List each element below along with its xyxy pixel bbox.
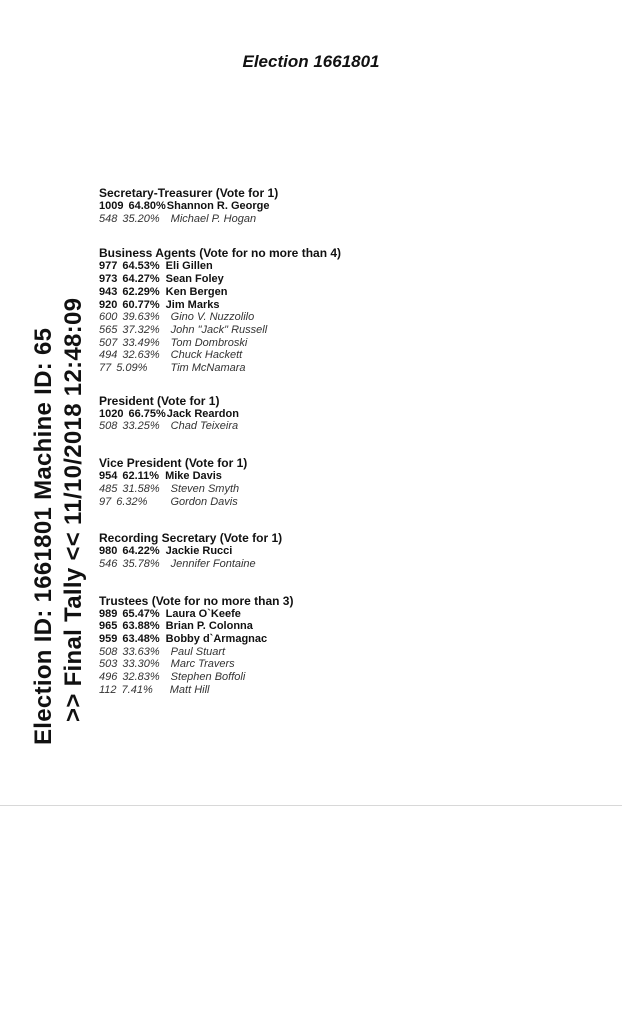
final-tally-timestamp: >> Final Tally << 11/10/2018 12:48:09 bbox=[60, 297, 87, 722]
vote-count: 77 bbox=[99, 362, 112, 375]
candidate-row bbox=[99, 408, 429, 421]
candidate-name: Michael P. Hogan bbox=[170, 212, 257, 225]
candidate-name: Jack Reardon bbox=[166, 407, 239, 420]
candidate-row bbox=[99, 273, 429, 286]
vote-count: 989 bbox=[99, 607, 118, 620]
results-list bbox=[99, 187, 429, 697]
candidate-name: Stephen Boffoli bbox=[170, 671, 246, 684]
vote-count: 97 bbox=[99, 495, 112, 508]
vote-percent: 64.22% bbox=[122, 545, 160, 558]
vote-count: 508 bbox=[99, 420, 118, 433]
candidate-name: Ken Bergen bbox=[165, 285, 228, 298]
vote-percent: 31.58% bbox=[122, 482, 160, 495]
candidate-name: Jackie Rucci bbox=[165, 545, 233, 558]
candidate-row bbox=[99, 299, 429, 312]
race-section bbox=[99, 532, 429, 570]
candidate-name: Tim McNamara bbox=[170, 362, 246, 375]
vote-percent: 64.80% bbox=[128, 200, 166, 212]
vote-count: 548 bbox=[99, 212, 118, 225]
race-title: Trustees (Vote for no more than 3) bbox=[99, 593, 294, 608]
vote-percent: 37.32% bbox=[122, 323, 160, 336]
candidate-row bbox=[99, 311, 429, 324]
vote-percent: 62.11% bbox=[122, 470, 160, 483]
vote-count: 600 bbox=[99, 311, 118, 324]
candidate-row bbox=[99, 545, 429, 558]
vote-count: 546 bbox=[99, 557, 118, 570]
vote-percent: 7.41% bbox=[121, 683, 153, 696]
candidate-name: Brian P. Colonna bbox=[165, 620, 253, 633]
candidate-row bbox=[99, 337, 429, 350]
candidate-row bbox=[99, 349, 429, 362]
candidate-name: Matt Hill bbox=[169, 683, 210, 696]
candidate-row bbox=[99, 496, 429, 509]
candidate-row bbox=[99, 420, 429, 433]
vote-percent: 32.63% bbox=[122, 349, 160, 362]
race-title: Vice President (Vote for 1) bbox=[99, 456, 248, 471]
vote-percent: 5.09% bbox=[116, 362, 148, 375]
candidate-row bbox=[99, 684, 429, 697]
candidate-name: Eli Gillen bbox=[165, 260, 213, 273]
candidate-row bbox=[99, 362, 429, 375]
candidate-row bbox=[99, 470, 429, 483]
candidate-name: Chad Teixeira bbox=[170, 420, 239, 433]
race-title: Secretary-Treasurer (Vote for 1) bbox=[99, 186, 279, 200]
candidate-name: Gino V. Nuzzolilo bbox=[170, 311, 255, 324]
vote-percent: 63.48% bbox=[122, 633, 160, 646]
candidate-name: Sean Foley bbox=[165, 273, 224, 286]
vote-count: 507 bbox=[99, 336, 118, 349]
vote-percent: 63.88% bbox=[122, 620, 160, 633]
candidate-row bbox=[99, 324, 429, 337]
candidate-row bbox=[99, 213, 429, 226]
vote-count: 954 bbox=[99, 470, 118, 483]
candidate-row bbox=[99, 633, 429, 646]
candidate-row bbox=[99, 671, 429, 684]
candidate-name: Laura O`Keefe bbox=[165, 607, 241, 620]
candidate-name: Chuck Hackett bbox=[170, 349, 243, 362]
candidate-name: Jennifer Fontaine bbox=[170, 557, 256, 570]
vote-count: 112 bbox=[99, 683, 117, 696]
vote-percent: 33.25% bbox=[122, 420, 160, 433]
vote-count: 494 bbox=[99, 349, 118, 362]
candidate-name: John "Jack" Russell bbox=[170, 323, 268, 336]
candidate-row bbox=[99, 558, 429, 571]
vote-count: 959 bbox=[99, 633, 118, 646]
candidate-name: Tom Dombroski bbox=[170, 336, 248, 349]
candidate-row bbox=[99, 483, 429, 496]
vote-percent: 33.30% bbox=[122, 658, 160, 671]
vote-percent: 66.75% bbox=[128, 407, 166, 420]
vote-count: 980 bbox=[99, 545, 118, 558]
vote-count: 965 bbox=[99, 620, 118, 633]
candidate-name: Marc Travers bbox=[170, 658, 235, 671]
vote-count: 973 bbox=[99, 273, 118, 286]
vote-count: 943 bbox=[99, 285, 118, 298]
race-section bbox=[99, 595, 429, 697]
candidate-name: Steven Smyth bbox=[170, 482, 240, 495]
candidate-name: Bobby d`Armagnac bbox=[165, 633, 268, 646]
page-edge-divider bbox=[0, 805, 622, 806]
vote-count: 1020 bbox=[99, 407, 124, 420]
candidate-row bbox=[99, 620, 429, 633]
race-section bbox=[99, 187, 429, 225]
vote-count: 1009 bbox=[99, 200, 124, 212]
vote-count: 485 bbox=[99, 482, 118, 495]
vote-percent: 33.63% bbox=[122, 645, 160, 658]
candidate-name: Paul Stuart bbox=[170, 645, 226, 658]
candidate-row bbox=[99, 658, 429, 671]
race-section bbox=[99, 395, 429, 433]
candidate-row bbox=[99, 260, 429, 273]
race-title: President (Vote for 1) bbox=[99, 393, 220, 408]
vote-percent: 32.83% bbox=[122, 671, 160, 684]
candidate-row bbox=[99, 646, 429, 659]
page-title: Election 1661801 bbox=[242, 52, 380, 71]
vote-percent: 64.53% bbox=[122, 260, 160, 273]
vote-percent: 64.27% bbox=[122, 273, 160, 286]
vote-count: 496 bbox=[99, 671, 118, 684]
candidate-name: Gordon Davis bbox=[170, 495, 238, 508]
vote-percent: 39.63% bbox=[122, 311, 160, 324]
vote-count: 920 bbox=[99, 298, 118, 311]
vote-percent: 33.49% bbox=[122, 336, 160, 349]
vote-percent: 6.32% bbox=[116, 495, 148, 508]
race-section bbox=[99, 247, 429, 374]
vote-count: 977 bbox=[99, 260, 118, 273]
vote-percent: 35.20% bbox=[122, 212, 160, 225]
vote-percent: 65.47% bbox=[122, 607, 160, 620]
candidate-name: Shannon R. George bbox=[166, 200, 270, 212]
vote-count: 565 bbox=[99, 323, 118, 336]
candidate-name: Jim Marks bbox=[165, 298, 220, 311]
candidate-name: Mike Davis bbox=[165, 470, 222, 483]
candidate-row bbox=[99, 200, 429, 213]
election-machine-id: Election ID: 1661801 Machine ID: 65 bbox=[30, 327, 57, 745]
race-section bbox=[99, 457, 429, 508]
candidate-row bbox=[99, 286, 429, 299]
candidate-row bbox=[99, 608, 429, 621]
vote-percent: 35.78% bbox=[122, 557, 160, 570]
race-title: Recording Secretary (Vote for 1) bbox=[99, 531, 283, 546]
vote-count: 503 bbox=[99, 658, 118, 671]
vote-percent: 60.77% bbox=[122, 298, 160, 311]
vote-percent: 62.29% bbox=[122, 285, 160, 298]
vote-count: 508 bbox=[99, 645, 118, 658]
race-title: Business Agents (Vote for no more than 4) bbox=[99, 246, 342, 261]
